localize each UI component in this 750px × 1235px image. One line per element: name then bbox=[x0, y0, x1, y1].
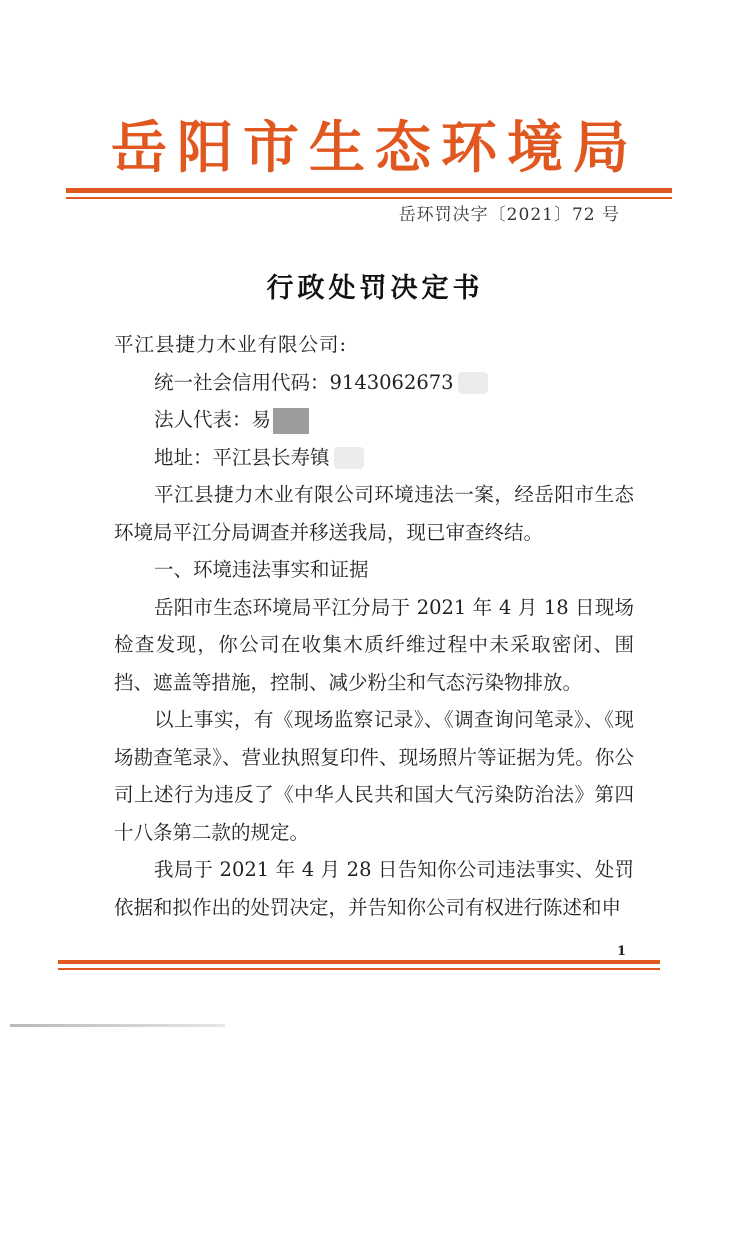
document-number: 岳环罚决字〔2021〕72 号 bbox=[398, 205, 620, 225]
agency-header: 岳阳市生态环境局 bbox=[111, 115, 639, 181]
header-rule-thin bbox=[66, 197, 672, 199]
credit-code: 统一社会信用代码：9143062673 bbox=[154, 370, 454, 394]
facts-paragraph: 岳阳市生态环境局平江分局于 2021 年 4 月 18 日现场检查发现，你公司在收集木质纤维过程中未采取密闭、围挡、遮盖等措施，控制、减少粉尘和气态污染物排放。 bbox=[114, 595, 634, 694]
notice-paragraph: 我局于 2021 年 4 月 28 日告知你公司违法事实、处罚依据和拟作出的处罚决定，并告知你公司有权进行陈述和申 bbox=[114, 858, 634, 919]
document-body bbox=[114, 326, 634, 926]
address: 地址：平江县长寿镇 bbox=[154, 445, 330, 469]
scan-edge-shadow bbox=[10, 1024, 225, 1027]
header-rule-thick bbox=[66, 188, 672, 193]
redaction-block bbox=[273, 408, 309, 434]
legal-rep-line bbox=[114, 401, 634, 439]
address-line bbox=[114, 439, 634, 477]
section-heading: 一、环境违法事实和证据 bbox=[154, 558, 369, 581]
credit-code-line bbox=[114, 364, 634, 402]
evidence-paragraph: 以上事实，有《现场监察记录》、《调查询问笔录》、《现场勘查笔录》、营业执照复印件、现场照片等证据为凭。你公司上述行为违反了《中华人民共和国大气污染防治法》第四十八条第二款的规定。 bbox=[114, 708, 634, 844]
page-number: 1 bbox=[617, 944, 627, 959]
redaction-blur bbox=[458, 372, 488, 394]
footer-rule-thin bbox=[58, 968, 660, 970]
redaction-blur-address bbox=[334, 447, 364, 469]
legal-rep: 法人代表：易 bbox=[154, 408, 272, 431]
document-title: 行政处罚决定书 bbox=[266, 273, 484, 304]
addressee: 平江县捷力木业有限公司: bbox=[114, 333, 348, 356]
intro-paragraph: 平江县捷力木业有限公司环境违法一案，经岳阳市生态环境局平江分局调查并移送我局，现已审查终结。 bbox=[114, 483, 634, 544]
footer-rule-thick bbox=[58, 960, 660, 964]
